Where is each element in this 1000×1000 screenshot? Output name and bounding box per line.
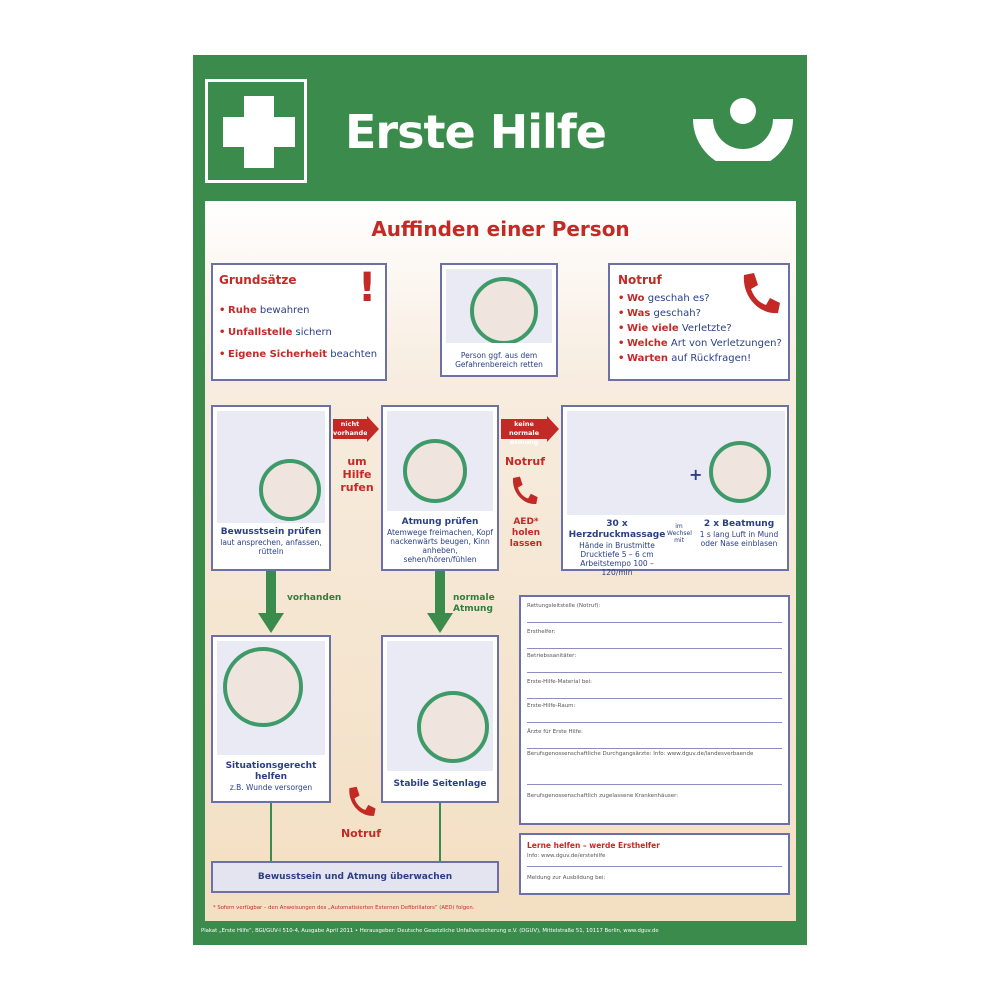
help-appropriately-illustration — [217, 641, 325, 755]
monitor-text: Bewusstsein und Atmung überwachen — [257, 872, 453, 882]
learn-box-title: Lerne helfen – werde Ersthelfer — [527, 841, 660, 850]
list-item: • Unfallstelle sichern — [219, 327, 377, 338]
list-item: • Welche Art von Verletzungen? — [618, 338, 782, 349]
form-field: Erste-Hilfe-Raum: — [527, 703, 782, 723]
emergency-call-list — [618, 293, 782, 368]
footnote: * Sofern verfügbar – den Anweisungen des „Automatisierten Externen Defibrillators“ (AED) folgen. — [213, 905, 475, 911]
monitor-bar — [211, 861, 499, 893]
alternating-label: im Wechsel mit — [667, 523, 692, 545]
header — [193, 55, 807, 197]
first-aid-cross-icon — [205, 79, 307, 183]
form-field: Betriebssanitäter: — [527, 653, 782, 673]
flow-arrow-head — [427, 613, 453, 633]
form-field: Berufsgenossenschaftliche Durchgangsärzte: Info: www.dguv.de/landesverbaende — [527, 751, 782, 785]
contact-form — [519, 595, 790, 825]
ventilation-caption: 2 x Beatmung 1 s lang Luft in Mund oder Nase einblasen — [699, 519, 779, 548]
poster — [193, 55, 807, 945]
call-for-help: um Hilfe rufen — [340, 455, 374, 495]
check-breathing-card — [381, 405, 499, 571]
section-title: Auffinden einer Person — [371, 217, 630, 241]
list-item: • Was geschah? — [618, 308, 782, 319]
list-item: • Wie viele Verletzte? — [618, 323, 782, 334]
flow-arrow — [266, 571, 276, 615]
page-title: Erste Hilfe — [345, 105, 606, 159]
arrow-no-normal-breathing: keine normale Atmung — [501, 419, 547, 439]
rescue-card — [440, 263, 558, 377]
arrow-not-present: nicht vorhanden — [333, 420, 373, 437]
form-field: Erste-Hilfe-Material bei: — [527, 679, 782, 699]
emergency-call-label-lower: Notruf — [340, 827, 382, 840]
recovery-position-caption: Stabile Seitenlage — [393, 779, 487, 789]
check-breathing-illustration — [387, 411, 493, 511]
principles-list — [219, 305, 377, 371]
connector-line — [439, 803, 441, 861]
flow-arrow — [435, 571, 445, 615]
principles-title: Grundsätze — [219, 273, 297, 287]
list-item: • Warten auf Rückfragen! — [618, 353, 782, 364]
check-consciousness-card — [211, 405, 331, 571]
form-field: Ärzte für Erste Hilfe: — [527, 729, 782, 749]
compression-caption: 30 x Herzdruckmassage Hände in Brustmitte Drucktiefe 5 – 6 cm Arbeitstempo 100 – 120/min — [568, 519, 666, 577]
list-item: • Ruhe bewahren — [219, 305, 377, 316]
help-appropriately-card — [211, 635, 331, 803]
emergency-call-card — [608, 263, 790, 381]
phone-icon — [345, 785, 377, 819]
form-field: Rettungsleitstelle (Notruf): — [527, 603, 782, 623]
form-field: Berufsgenossenschaftlich zugelassene Krankenhäuser: — [527, 793, 679, 799]
footer: Plakat „Erste Hilfe“, BGI/GUV-I 510-4, Ausgabe April 2011 • Herausgeber: Deutsche Gesetzliche Unfallversicherung e.V. (DGUV), Mittelstraße 51, 10117 Berlin, www.dguv.de — [201, 928, 659, 934]
plus-sign: + — [689, 465, 703, 484]
dguv-logo-icon — [691, 95, 795, 161]
recovery-position-card — [381, 635, 499, 803]
flow-arrow-head — [258, 613, 284, 633]
connector-line — [270, 803, 272, 861]
exclamation-icon: ! — [358, 265, 377, 311]
learn-box-info: Info: www.dguv.de/erstehilfe — [527, 853, 782, 867]
present-label: vorhanden — [287, 593, 342, 603]
emergency-call-label: Notruf — [504, 455, 546, 468]
cpr-card — [561, 405, 789, 577]
learn-box — [519, 833, 790, 895]
content-panel — [205, 201, 796, 921]
normal-breathing-label: normale Atmung — [453, 593, 495, 614]
principles-card — [211, 263, 387, 381]
cpr-illustration — [567, 411, 785, 515]
list-item: • Wo geschah es? — [618, 293, 782, 304]
check-consciousness-caption: Bewusstsein prüfen laut ansprechen, anfassen, rütteln — [220, 527, 322, 556]
get-aed: AED* holen lassen — [509, 517, 543, 549]
list-item: • Eigene Sicherheit beachten — [219, 349, 377, 360]
recovery-position-illustration — [387, 641, 493, 771]
help-appropriately-caption: Situationsgerecht helfen z.B. Wunde versorgen — [225, 761, 317, 792]
form-field: Ersthelfer: — [527, 629, 782, 649]
emergency-call-title: Notruf — [618, 273, 662, 287]
rescue-illustration — [446, 269, 552, 343]
rescue-caption: Person ggf. aus dem Gefahrenbereich retten — [455, 351, 543, 369]
check-breathing-caption: Atmung prüfen Atemwege freimachen, Kopf nackenwärts beugen, Kinn anheben, sehen/hören/fühlen — [386, 517, 494, 564]
learn-box-registration: Meldung zur Ausbildung bei: — [527, 875, 606, 881]
check-consciousness-illustration — [217, 411, 325, 523]
phone-icon — [509, 475, 539, 507]
